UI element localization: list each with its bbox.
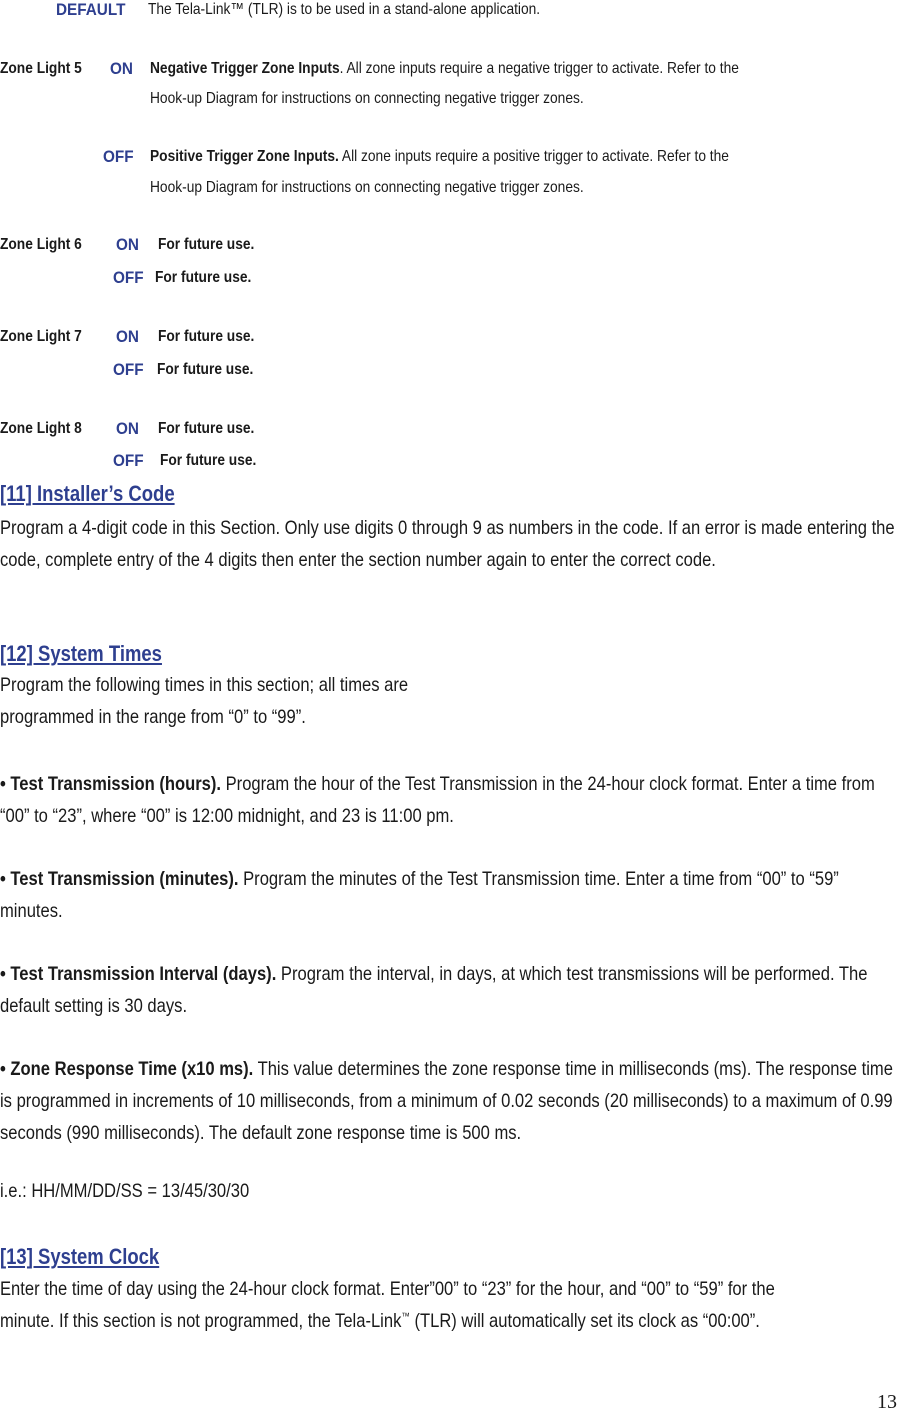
negative-trigger-text: . All zone inputs require a negative trigger to activate. Refer to the xyxy=(339,60,739,77)
default-label: DEFAULT xyxy=(56,0,126,19)
item-minutes-text: Program the minutes of the Test Transmission time. Enter a time from “00” to “59” minutes. xyxy=(0,868,839,922)
section-13-body-2a: minute. If this section is not programmed, the Tela-Link xyxy=(0,1310,402,1332)
zone-light-5-on-desc-2: Hook-up Diagram for instructions on connecting negative trigger zones. xyxy=(150,90,584,107)
zone-light-5-off: OFF xyxy=(103,147,134,166)
section-11-heading: [11] Installer’s Code xyxy=(0,481,175,506)
item-hours-title: • Test Transmission (hours). xyxy=(0,773,222,795)
item-test-transmission-interval xyxy=(0,958,899,1022)
section-13-body-2 xyxy=(0,1310,760,1333)
zone-light-6-off-text: For future use. xyxy=(155,269,252,286)
zone-light-7-label: Zone Light 7 xyxy=(0,328,82,345)
item-response-text: This value determines the zone response time in milliseconds (ms). The response time is programmed in increments of 10 milliseconds, from a minimum of 0.02 seconds (20 milliseconds) to a maximum of 0.99 seconds (990 milliseconds). The default zone response time is 500 ms. xyxy=(0,1058,893,1144)
zone-light-5-on: ON xyxy=(110,59,133,78)
page-number: 13 xyxy=(877,1391,897,1413)
zone-light-8-on: ON xyxy=(116,419,139,438)
positive-trigger-text: All zone inputs require a positive trigger to activate. Refer to the xyxy=(338,148,729,165)
section-13-body-2b: (TLR) will automatically set its clock as “00:00”. xyxy=(409,1310,760,1332)
trademark-mark: ™ xyxy=(401,1311,410,1323)
item-minutes-title: • Test Transmission (minutes). xyxy=(0,868,239,890)
zone-light-7-on-text: For future use. xyxy=(158,328,255,345)
section-13-body-1: Enter the time of day using the 24-hour clock format. Enter”00” to “23” for the hour, and “00” to “59” for the xyxy=(0,1278,775,1300)
zone-light-7-on: ON xyxy=(116,327,139,346)
zone-light-6-on-text: For future use. xyxy=(158,236,255,253)
zone-light-5-off-desc xyxy=(150,148,729,166)
section-12-example: i.e.: HH/MM/DD/SS = 13/45/30/30 xyxy=(0,1180,250,1202)
zone-light-5-label: Zone Light 5 xyxy=(0,60,82,77)
item-interval-text: Program the interval, in days, at which test transmissions will be performed. The default setting is 30 days. xyxy=(0,963,868,1017)
zone-light-5-on-desc xyxy=(150,60,739,78)
item-hours-text: Program the hour of the Test Transmission in the 24-hour clock format. Enter a time from “00” to “23”, where “00” is 12:00 midnight, and 23 is 11:00 pm. xyxy=(0,773,875,827)
positive-trigger-title: Positive Trigger Zone Inputs. xyxy=(150,148,339,165)
item-zone-response-time xyxy=(0,1053,899,1149)
zone-light-8-on-text: For future use. xyxy=(158,420,255,437)
section-12-intro-1: Program the following times in this section; all times are xyxy=(0,674,409,696)
negative-trigger-title: Negative Trigger Zone Inputs xyxy=(150,60,340,77)
section-12-intro-2: programmed in the range from “0” to “99”. xyxy=(0,706,306,728)
section-12-heading: [12] System Times xyxy=(0,641,162,666)
zone-light-8-off: OFF xyxy=(113,451,144,470)
item-test-transmission-hours xyxy=(0,768,899,832)
item-response-title: • Zone Response Time (x10 ms). xyxy=(0,1058,254,1080)
zone-light-5-off-desc-2: Hook-up Diagram for instructions on connecting negative trigger zones. xyxy=(150,179,584,196)
item-test-transmission-minutes xyxy=(0,863,899,927)
zone-light-7-off: OFF xyxy=(113,360,144,379)
section-11-body: Program a 4-digit code in this Section. Only use digits 0 through 9 as numbers in the code. If an error is made entering the code, complete entry of the 4 digits then enter the section number again to enter the correct code. xyxy=(0,517,895,571)
zone-light-6-label: Zone Light 6 xyxy=(0,236,82,253)
zone-light-8-label: Zone Light 8 xyxy=(0,420,82,437)
zone-light-6-on: ON xyxy=(116,235,139,254)
section-13-heading: [13] System Clock xyxy=(0,1244,160,1269)
zone-light-8-off-text: For future use. xyxy=(160,452,257,469)
item-interval-title: • Test Transmission Interval (days). xyxy=(0,963,277,985)
default-text: The Tela-Link™ (TLR) is to be used in a stand-alone application. xyxy=(148,1,541,18)
zone-light-7-off-text: For future use. xyxy=(157,361,254,378)
zone-light-6-off: OFF xyxy=(113,268,144,287)
